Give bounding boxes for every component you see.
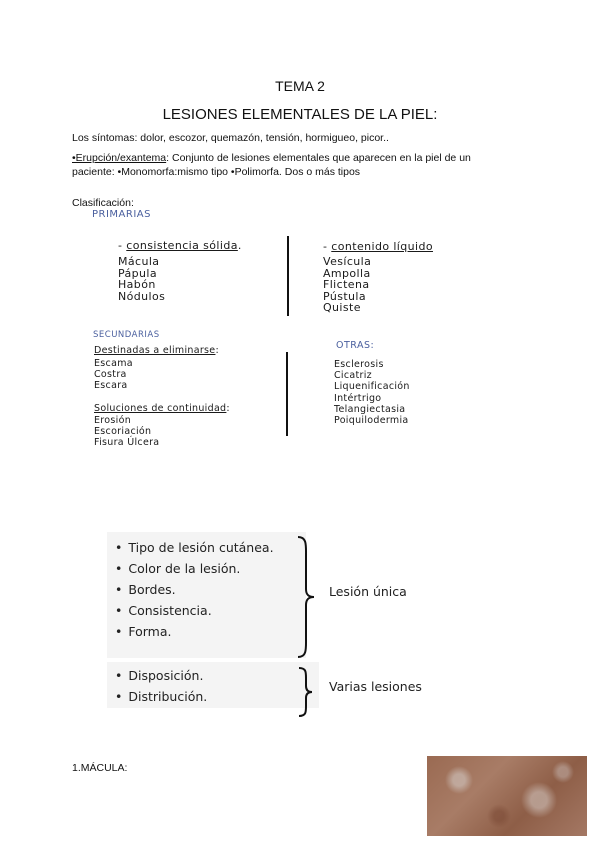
- erupcion-paragraph: [72, 151, 532, 179]
- list-item: • Tipo de lesión cutánea.: [115, 537, 274, 558]
- list-item: Cicatriz: [334, 370, 372, 382]
- list-item: Escama: [94, 358, 133, 369]
- liquido-heading: [323, 241, 433, 253]
- list-item: Vesícula: [323, 255, 372, 268]
- list-item: Quiste: [323, 301, 361, 314]
- list-item: Ampolla: [323, 266, 371, 280]
- list-item: Pústula: [323, 289, 367, 303]
- clasificacion-label: Clasificación:: [72, 197, 134, 209]
- list-item: Escoriación: [94, 426, 152, 438]
- list-item: • Bordes.: [115, 579, 274, 600]
- list-item: Habón: [118, 278, 156, 291]
- solida-suffix: .: [237, 239, 242, 252]
- list-item: Telangiectasia: [334, 403, 406, 415]
- continuidad-heading-text: Soluciones de continuidad: [94, 403, 227, 414]
- eliminar-heading-text: Destinadas a eliminarse: [94, 345, 216, 356]
- list-item: • Disposición.: [115, 665, 207, 686]
- erupcion-label: •Erupción/exantema: [72, 152, 167, 164]
- erupcion-line2: paciente: •Monomorfa:mismo tipo •Polimorfa. Dos o más tipos: [72, 166, 361, 178]
- continuidad-suffix: :: [226, 403, 230, 414]
- solida-prefix: -: [118, 239, 127, 252]
- primarias-divider: [287, 236, 289, 316]
- list-item: Poiquilodermia: [334, 415, 409, 427]
- continuidad-list: [94, 415, 159, 449]
- unica-label: Lesión única: [329, 584, 407, 599]
- list-item: Flictena: [323, 278, 370, 291]
- eliminar-list: [94, 358, 133, 392]
- eliminar-heading: [94, 345, 219, 356]
- continuidad-heading: [94, 403, 230, 414]
- solida-heading: [118, 240, 242, 252]
- list-item: Liquenificación: [334, 381, 410, 393]
- list-item: Intértrigo: [334, 392, 382, 404]
- list-item: • Consistencia.: [115, 600, 274, 621]
- varias-label: Varias lesiones: [329, 679, 422, 694]
- solida-list: [118, 256, 165, 302]
- varias-list: [115, 665, 207, 707]
- secundarias-heading: SECUNDARIAS: [93, 330, 160, 340]
- tema-heading: TEMA 2: [275, 78, 325, 94]
- list-item: Nódulos: [118, 289, 166, 303]
- otras-heading: OTRAS:: [336, 340, 375, 351]
- list-item: • Distribución.: [115, 686, 207, 707]
- sintomas-text: Los síntomas: dolor, escozor, quemazón, tensión, hormigueo, picor..: [72, 132, 389, 144]
- macula-section-label: 1.MÁCULA:: [72, 762, 128, 774]
- list-item: • Color de la lesión.: [115, 558, 274, 579]
- macula-skin-photo: [427, 756, 587, 836]
- list-item: Mácula: [118, 255, 160, 268]
- list-item: • Forma.: [115, 621, 274, 642]
- list-item: Costra: [94, 369, 127, 381]
- list-item: Pápula: [118, 266, 158, 280]
- secundarias-divider: [286, 352, 288, 436]
- eliminar-suffix: :: [215, 345, 219, 356]
- list-item: Erosión: [94, 415, 132, 426]
- otras-list: [334, 359, 410, 426]
- list-item: Esclerosis: [334, 359, 384, 370]
- varias-brace: [296, 666, 316, 718]
- liquido-list: [323, 256, 371, 314]
- liquido-heading-text: contenido líquido: [331, 240, 433, 253]
- primarias-heading: PRIMARIAS: [92, 209, 151, 220]
- unica-brace: [294, 535, 318, 659]
- solida-heading-text: consistencia sólida: [126, 239, 238, 252]
- liquido-prefix: -: [323, 240, 332, 253]
- unica-list: [115, 537, 274, 642]
- list-item: Escara: [94, 380, 128, 392]
- erupcion-text: : Conjunto de lesiones elementales que aparecen en la piel de un: [166, 152, 471, 164]
- list-item: Fisura Úlcera: [94, 437, 160, 449]
- page-title: LESIONES ELEMENTALES DE LA PIEL:: [162, 106, 438, 123]
